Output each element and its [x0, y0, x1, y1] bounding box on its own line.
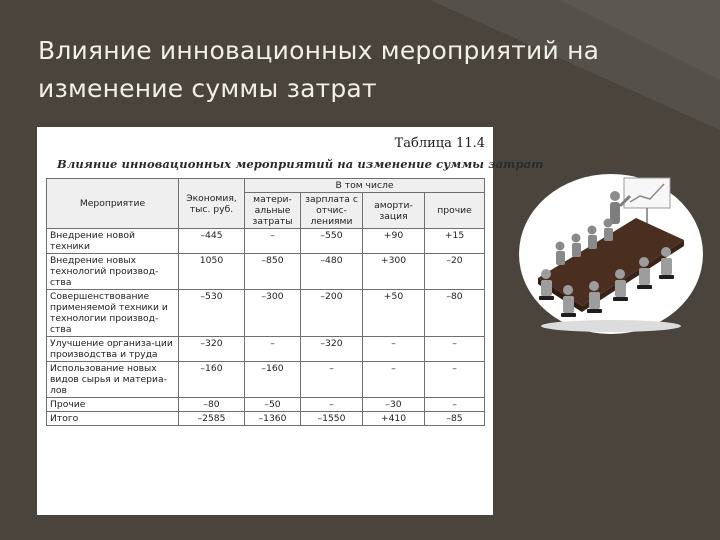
scanned-document — [37, 127, 544, 515]
row-savings-value: –2585 — [179, 412, 245, 426]
row-depreciation-value: –30 — [363, 398, 425, 412]
row-salary-value: – — [301, 398, 363, 412]
row-measure-name: Внедрение новой техники — [47, 229, 179, 254]
cost-table — [46, 178, 485, 426]
header-other: прочие — [425, 193, 485, 229]
row-materials-value: – — [245, 337, 301, 362]
row-measure-name: Итого — [47, 412, 179, 426]
table-row — [47, 398, 485, 412]
table-number: Таблица 11.4 — [394, 136, 485, 151]
row-savings-value: –320 — [179, 337, 245, 362]
row-materials-value: –850 — [245, 254, 301, 290]
header-materials: матери-альные затраты — [245, 193, 301, 229]
table-row — [47, 412, 485, 426]
header-depreciation: аморти-зация — [363, 193, 425, 229]
row-other-value: – — [425, 398, 485, 412]
row-measure-name: Внедрение новых технологий производ-ства — [47, 254, 179, 290]
header-savings: Экономия, тыс. руб. — [179, 179, 245, 229]
table-row — [47, 229, 485, 254]
row-other-value: +15 — [425, 229, 485, 254]
row-salary-value: –1550 — [301, 412, 363, 426]
table-row — [47, 290, 485, 337]
row-measure-name: Прочие — [47, 398, 179, 412]
row-measure-name: Улучшение организа-ции производства и труда — [47, 337, 179, 362]
row-materials-value: –300 — [245, 290, 301, 337]
row-salary-value: –200 — [301, 290, 363, 337]
row-other-value: –85 — [425, 412, 485, 426]
row-savings-value: –80 — [179, 398, 245, 412]
row-other-value: – — [425, 337, 485, 362]
row-savings-value: –445 — [179, 229, 245, 254]
row-depreciation-value: +90 — [363, 229, 425, 254]
row-salary-value: –480 — [301, 254, 363, 290]
row-depreciation-value: +410 — [363, 412, 425, 426]
row-depreciation-value: +300 — [363, 254, 425, 290]
row-depreciation-value: +50 — [363, 290, 425, 337]
row-materials-value: – — [245, 229, 301, 254]
table-row — [47, 254, 485, 290]
row-salary-value: –550 — [301, 229, 363, 254]
table-row — [47, 362, 485, 398]
row-savings-value: –530 — [179, 290, 245, 337]
table-caption: Влияние инновационных мероприятий на изменение суммы затрат — [57, 157, 544, 171]
row-materials-value: –50 — [245, 398, 301, 412]
row-measure-name: Совершенствование применяемой техники и технологии производ-ства — [47, 290, 179, 337]
table-row — [47, 337, 485, 362]
row-savings-value: –160 — [179, 362, 245, 398]
row-depreciation-value: – — [363, 337, 425, 362]
header-measure: Мероприятие — [47, 179, 179, 229]
row-other-value: –20 — [425, 254, 485, 290]
header-salary: зарплата с отчис-лениями — [301, 193, 363, 229]
meeting-table-icon — [516, 166, 706, 336]
table-header-row — [47, 179, 485, 193]
row-materials-value: –1360 — [245, 412, 301, 426]
row-savings-value: 1050 — [179, 254, 245, 290]
row-other-value: – — [425, 362, 485, 398]
slide-title: Влияние инновационных мероприятий на изменение суммы затрат — [38, 36, 600, 103]
row-salary-value: –320 — [301, 337, 363, 362]
table-body — [47, 229, 485, 426]
row-other-value: –80 — [425, 290, 485, 337]
row-salary-value: – — [301, 362, 363, 398]
row-depreciation-value: – — [363, 362, 425, 398]
row-measure-name: Использование новых видов сырья и материа-лов — [47, 362, 179, 398]
header-including: В том числе — [245, 179, 485, 193]
row-materials-value: –160 — [245, 362, 301, 398]
